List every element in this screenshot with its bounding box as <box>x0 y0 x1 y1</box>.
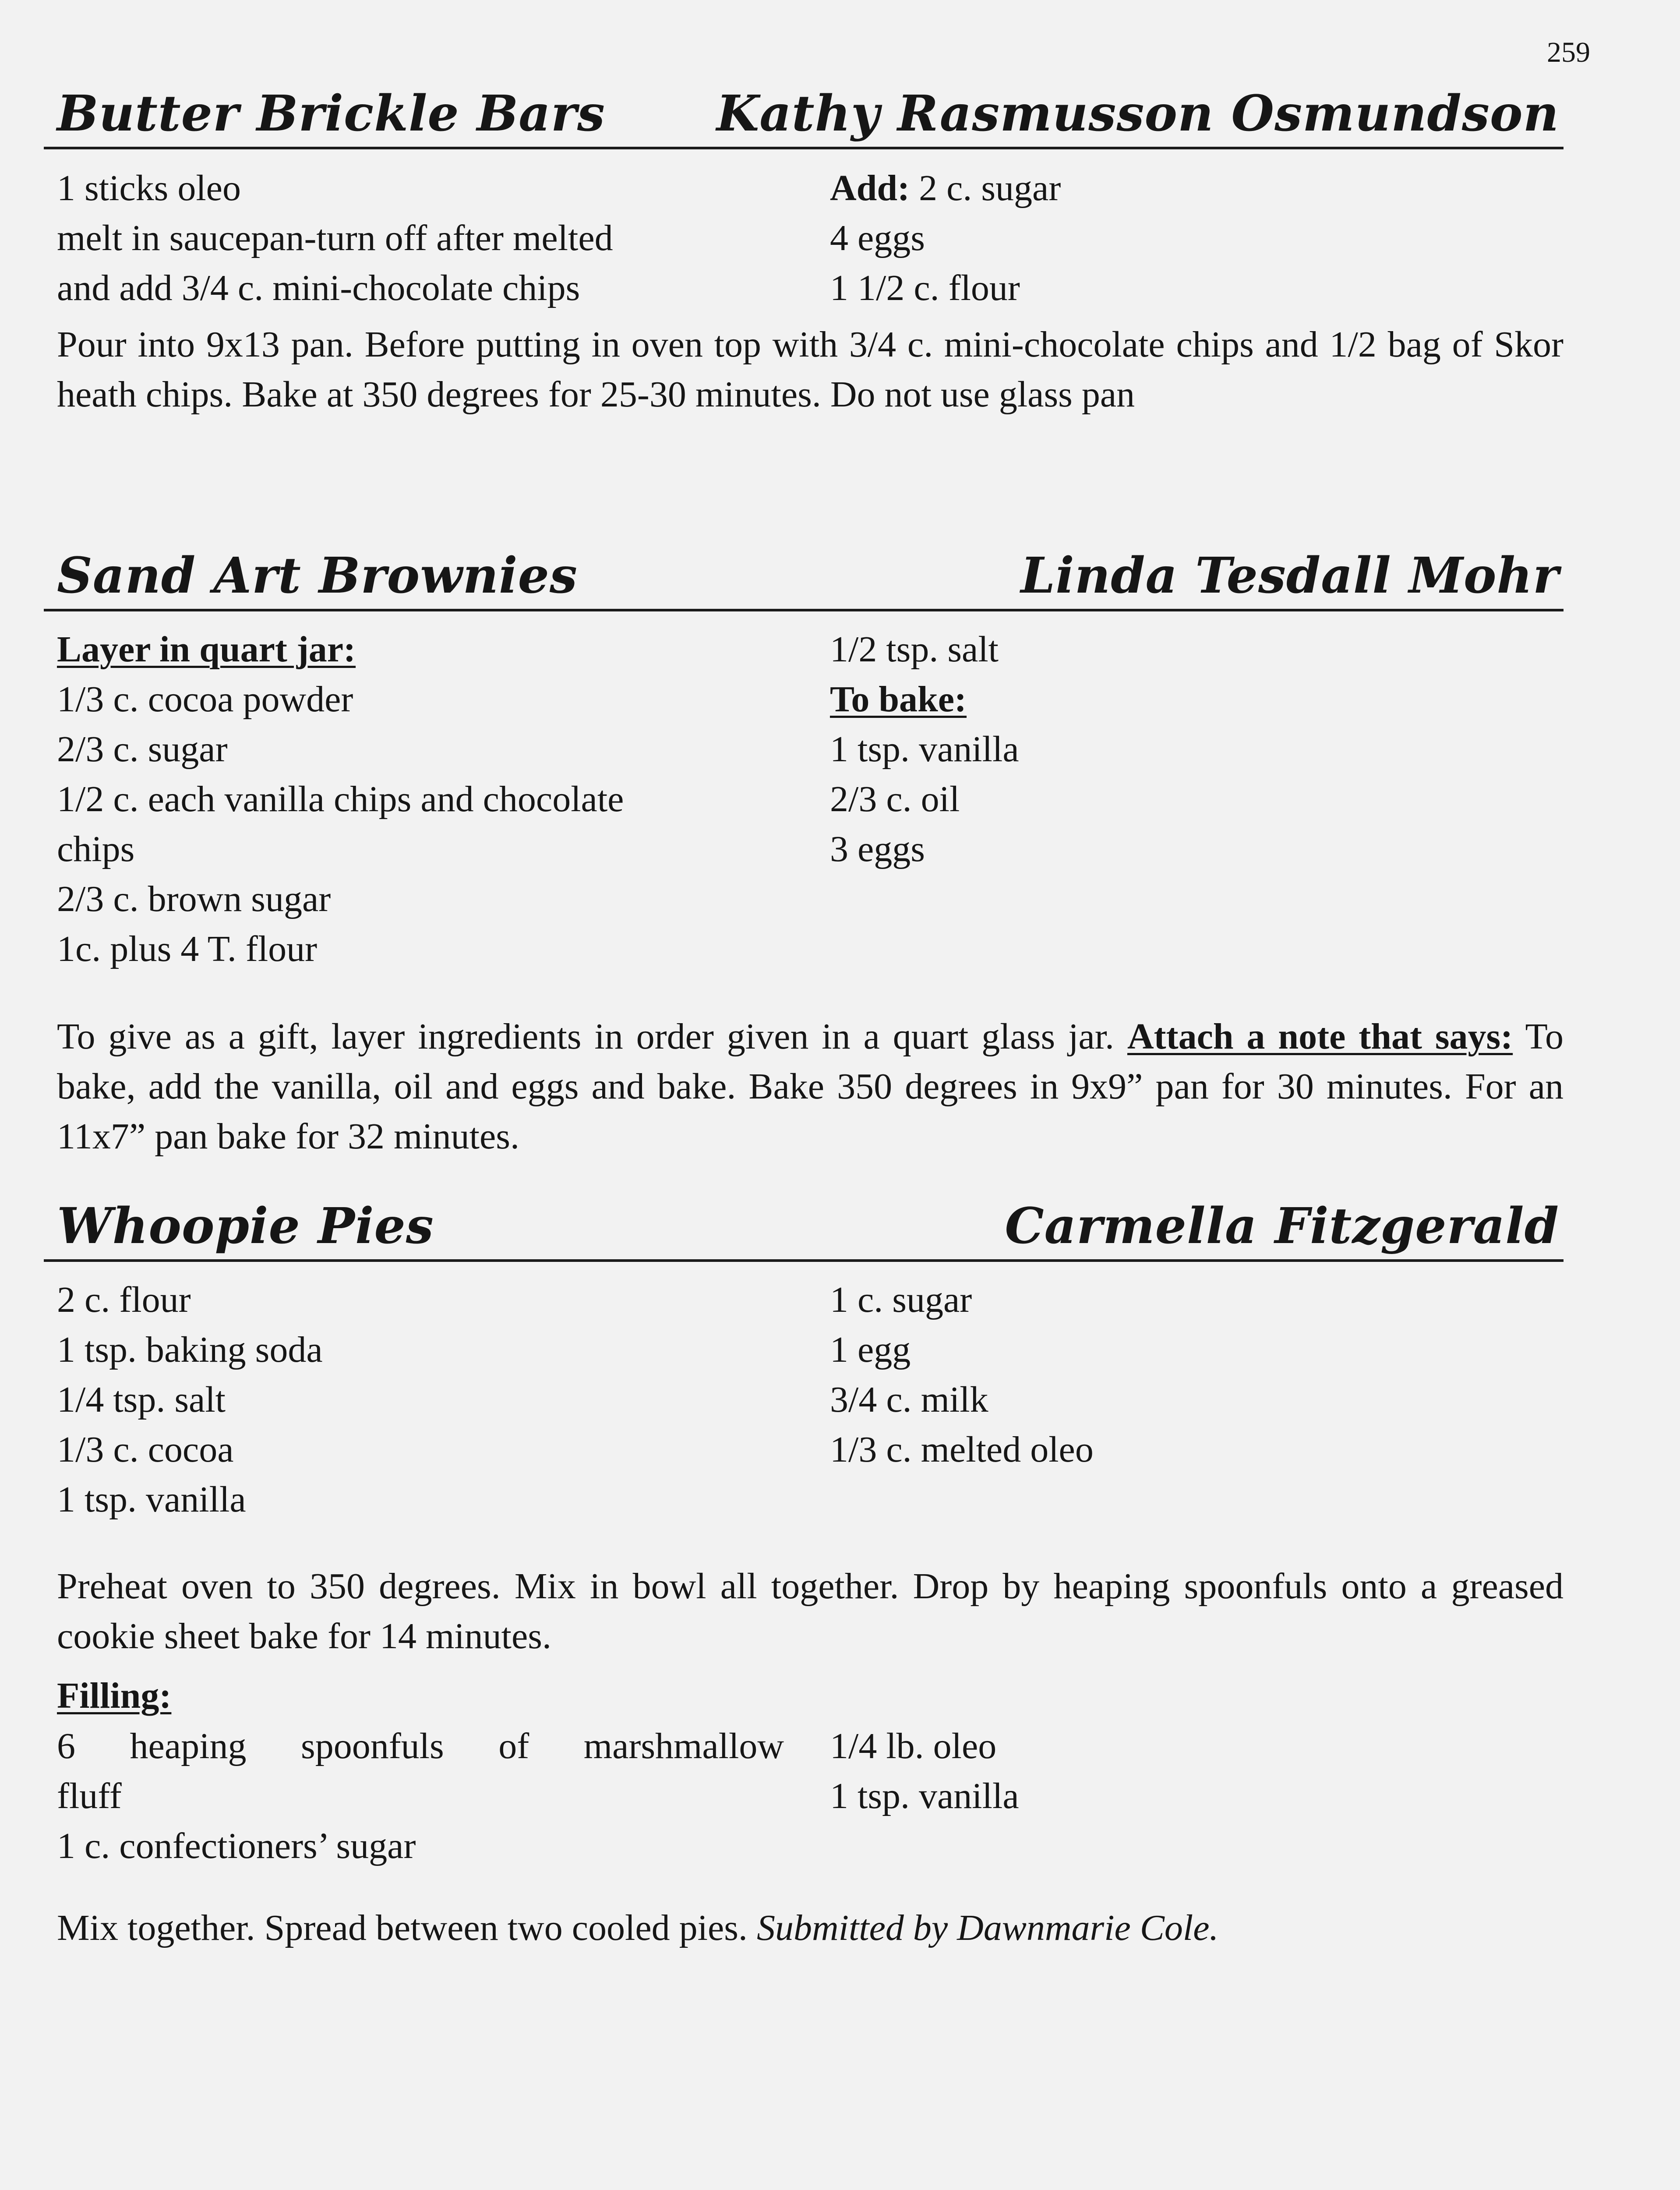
ingredient-line: 1/3 c. cocoa <box>57 1429 234 1470</box>
recipe-sand-art-brownies <box>44 547 1564 1157</box>
recipe-header <box>44 85 1564 149</box>
ingredient-line: 1/3 c. melted oleo <box>830 1429 1094 1470</box>
ingredients-right <box>830 1275 1531 1475</box>
ingredient-line: 2/3 c. oil <box>830 779 960 819</box>
filling-line: 1/4 lb. oleo <box>830 1726 997 1766</box>
recipe-whoopie-pies <box>44 1197 1564 1948</box>
filling-line: 6 heaping spoonfuls of marshmallow <box>57 1726 784 1766</box>
ingredient-line: and add 3/4 c. mini-chocolate chips <box>57 268 580 308</box>
instructions: Preheat oven to 350 degrees. Mix in bowl all together. Drop by heaping spoonfuls onto a greased cookie sheet bake for 14 minutes. <box>57 1566 1564 1657</box>
instructions: Pour into 9x13 pan. Before putting in oven top with 3/4 c. mini-chocolate chips and 1/2 bag of Skor heath chips. Bake at 350 degrees for 25-30 minutes. Do not use glass pan <box>57 324 1564 415</box>
ingredients-right <box>830 163 1531 313</box>
recipe-butter-brickle-bars <box>44 85 1564 415</box>
ingredient-line: 1 tsp. baking soda <box>57 1329 323 1370</box>
ingredient-line: 2/3 c. brown sugar <box>57 879 331 919</box>
ingredient-line: 2/3 c. sugar <box>57 729 228 770</box>
ingredient-line: 3/4 c. milk <box>830 1379 988 1420</box>
ingredient-columns <box>44 611 1564 1006</box>
recipe-title: Whoopie Pies <box>57 1197 434 1255</box>
ingredient-line: 1/2 c. each vanilla chips and chocolate <box>57 779 624 819</box>
ingredient-line: 2 c. flour <box>57 1279 191 1320</box>
ingredient-line: melt in saucepan-turn off after melted <box>57 218 613 258</box>
recipe-header <box>44 1198 1564 1262</box>
recipe-title: Butter Brickle Bars <box>57 85 605 142</box>
filling-section <box>57 1671 1564 1721</box>
filling-left <box>57 1721 784 1871</box>
ingredient-line: 1 sticks oleo <box>57 168 241 208</box>
ingredients-left <box>57 625 784 974</box>
closing-line <box>57 1903 1564 1953</box>
page-number: 259 <box>1547 36 1590 68</box>
ingredient-columns <box>44 149 1564 311</box>
ingredient-line: 1c. plus 4 T. flour <box>57 929 318 969</box>
submitted-by: Submitted by Dawnmarie Cole. <box>756 1907 1219 1948</box>
ingredient-line: 1 egg <box>830 1329 911 1370</box>
ingredient-columns <box>44 1262 1564 1525</box>
recipe-author: Carmella Fitzgerald <box>1005 1197 1559 1255</box>
ingredient-line: 1 c. sugar <box>830 1279 972 1320</box>
ingredient-line: 4 eggs <box>830 218 925 258</box>
recipe-header <box>44 548 1564 611</box>
note-text: To bake, add the vanilla, oil and eggs and bake. Bake 350 degrees in 9x9” pan for 30 minutes. For an 11x7” pan bake for 32 minutes. <box>57 1016 1564 1157</box>
ingredient-line: 3 eggs <box>830 829 925 869</box>
ingredient-line: 1/2 tsp. salt <box>830 629 999 670</box>
filling-line: fluff <box>57 1776 122 1816</box>
ingredients-left <box>57 1275 784 1525</box>
ingredient-line: chips <box>57 829 135 869</box>
ingredient-line: 1 tsp. vanilla <box>57 1479 246 1520</box>
ingredient-line <box>830 163 1531 213</box>
recipe-title: Sand Art Brownies <box>57 547 578 604</box>
filling-heading: Filling: <box>57 1675 172 1716</box>
note-label: Attach a note that says: <box>1127 1016 1513 1057</box>
ingredient-text: 2 c. sugar <box>910 168 1061 208</box>
ingredient-line: 1/3 c. cocoa powder <box>57 679 353 720</box>
ingredients-right <box>830 625 1531 874</box>
recipe-author: Linda Tesdall Mohr <box>1020 547 1559 604</box>
recipe-author: Kathy Rasmusson Osmundson <box>716 85 1559 142</box>
filling-line: 1 tsp. vanilla <box>830 1776 1019 1816</box>
ingredient-line: 1 tsp. vanilla <box>830 729 1019 770</box>
ingredient-line: 1/4 tsp. salt <box>57 1379 226 1420</box>
gift-note <box>57 1012 1564 1162</box>
filling-line: 1 c. confectioners’ sugar <box>57 1826 416 1866</box>
add-label: Add: <box>830 168 910 208</box>
ingredients-left <box>57 163 784 313</box>
layer-heading: Layer in quart jar: <box>57 629 356 670</box>
ingredient-line: 1 1/2 c. flour <box>830 268 1020 308</box>
closing-text: Mix together. Spread between two cooled pies. <box>57 1907 757 1948</box>
note-intro: To give as a gift, layer ingredients in order given in a quart glass jar. <box>57 1016 1127 1057</box>
filling-right <box>830 1721 1531 1821</box>
to-bake-heading: To bake: <box>830 679 967 720</box>
